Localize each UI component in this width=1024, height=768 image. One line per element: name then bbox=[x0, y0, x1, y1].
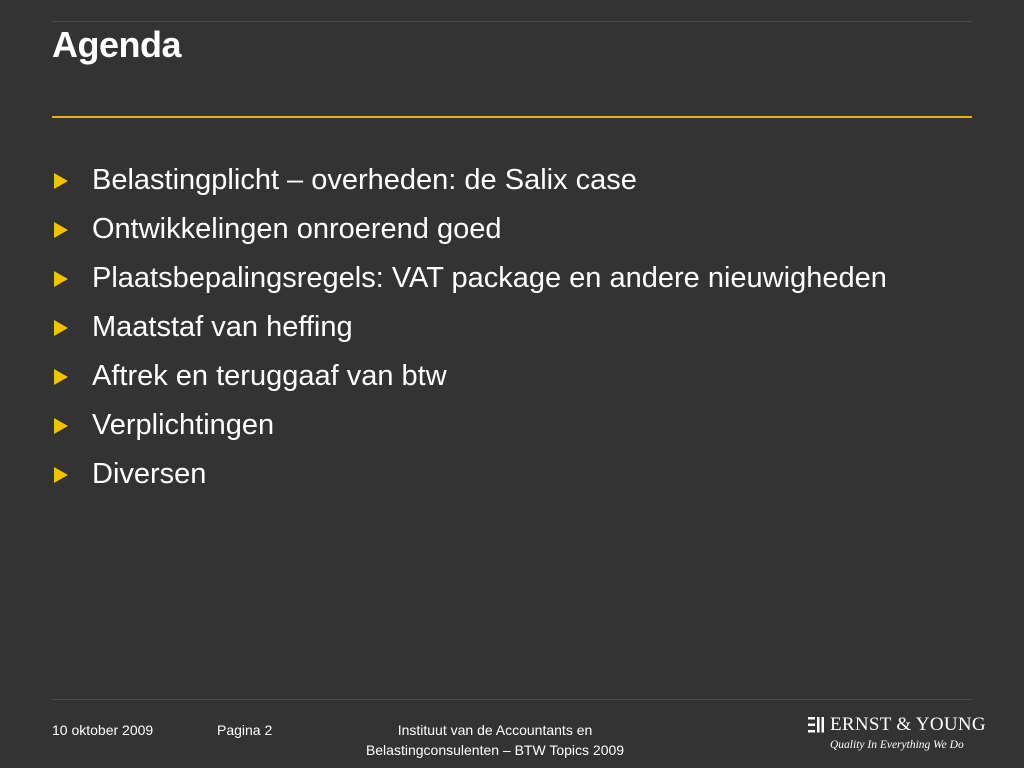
footer-divider bbox=[52, 699, 972, 700]
agenda-item bbox=[52, 405, 952, 445]
agenda-item-label: Maatstaf van heffing bbox=[92, 311, 353, 343]
agenda-item-label: Belastingplicht – overheden: de Salix case bbox=[92, 164, 637, 196]
agenda-item-label: Plaatsbepalingsregels: VAT package en andere nieuwigheden bbox=[92, 262, 887, 294]
ey-logo-mark-icon bbox=[808, 716, 826, 734]
agenda-item bbox=[52, 209, 952, 249]
logo-tagline: Quality In Everything We Do bbox=[830, 739, 964, 751]
footer-organization bbox=[330, 720, 660, 760]
triangle-right-icon bbox=[54, 467, 68, 483]
agenda-item-label: Aftrek en teruggaaf van btw bbox=[92, 360, 447, 392]
title-underline bbox=[52, 116, 972, 118]
triangle-right-icon bbox=[54, 173, 68, 189]
triangle-right-icon bbox=[54, 271, 68, 287]
triangle-right-icon bbox=[54, 320, 68, 336]
triangle-right-icon bbox=[54, 418, 68, 434]
agenda-item bbox=[52, 307, 952, 347]
agenda-item-label: Diversen bbox=[92, 458, 207, 490]
agenda-item bbox=[52, 160, 952, 200]
agenda-item-label: Ontwikkelingen onroerend goed bbox=[92, 213, 502, 245]
agenda-list bbox=[52, 160, 952, 503]
footer-org-line2: Belastingconsulenten – BTW Topics 2009 bbox=[365, 742, 625, 758]
top-divider bbox=[52, 21, 972, 22]
footer-org-line1: Instituut van de Accountants en bbox=[397, 722, 593, 738]
ernst-young-logo bbox=[808, 714, 986, 758]
logo-company-name: ERNST & YOUNG bbox=[830, 714, 986, 735]
footer-page-number: Pagina 2 bbox=[217, 722, 273, 738]
footer-date: 10 oktober 2009 bbox=[52, 722, 154, 738]
agenda-item-label: Verplichtingen bbox=[92, 409, 275, 441]
agenda-item bbox=[52, 258, 952, 298]
agenda-item bbox=[52, 356, 952, 396]
triangle-right-icon bbox=[54, 369, 68, 385]
slide-title: Agenda bbox=[52, 24, 182, 65]
agenda-item bbox=[52, 454, 952, 494]
triangle-right-icon bbox=[54, 222, 68, 238]
